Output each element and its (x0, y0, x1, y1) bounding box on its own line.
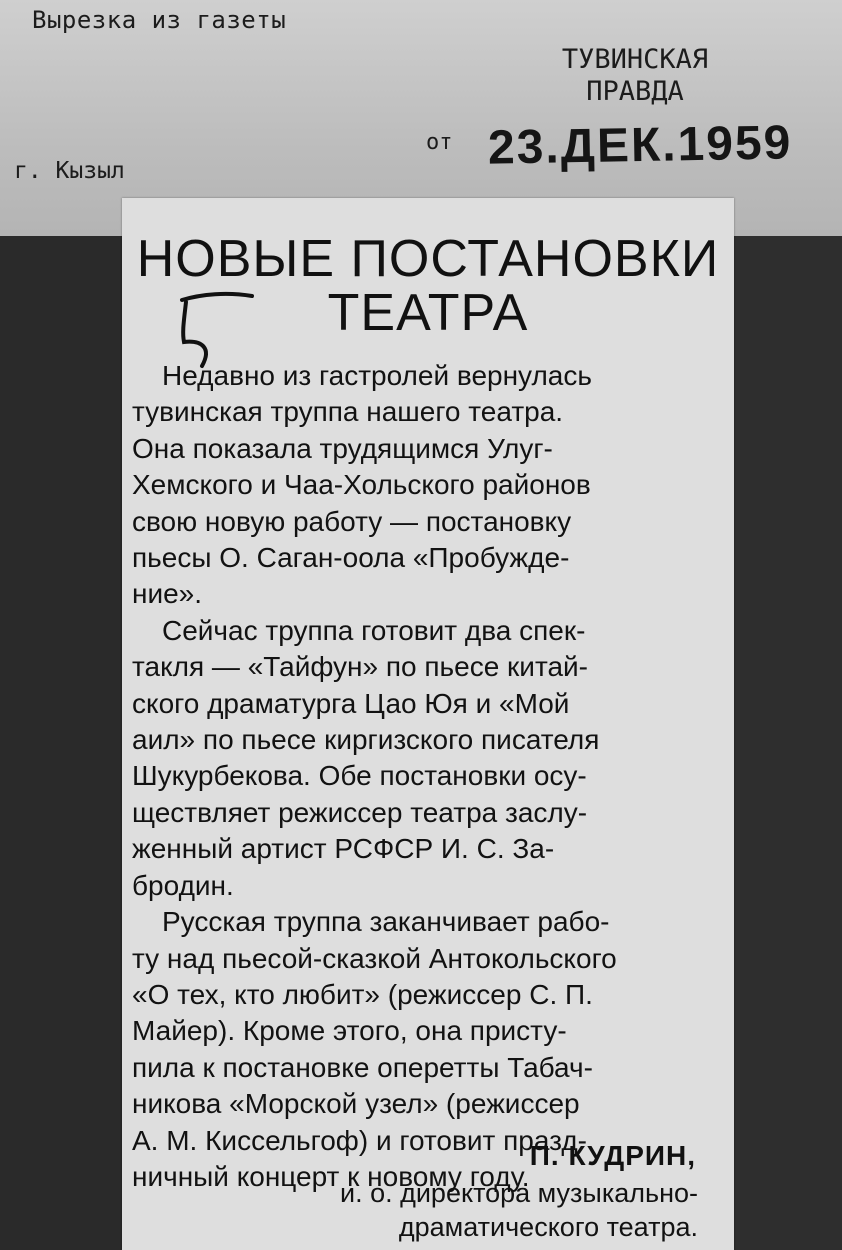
text-line: свою новую работу — постановку (132, 505, 572, 537)
newspaper-name-line2: ПРАВДА (586, 76, 684, 107)
text-line: Она показала трудящимся Улуг- (132, 432, 553, 464)
article-body (132, 358, 722, 1195)
text-line: Сейчас труппа готовит два спек- (162, 614, 586, 646)
text-line: бродин. (132, 869, 234, 901)
author-role-line1: и. о. директора музыкально- (339, 1178, 698, 1208)
text-line: ничный концерт к новому году. (132, 1160, 530, 1192)
background-edge (725, 236, 842, 1250)
text-line: Русская труппа заканчивает рабо- (162, 906, 610, 938)
text-line: ществляет режиссер театра заслу- (132, 796, 588, 828)
text-line: ту над пьесой-сказкой Антокольского (132, 942, 617, 974)
card-label: Вырезка из газеты (32, 6, 287, 34)
newspaper-name-line1: ТУВИНСКАЯ (561, 44, 709, 75)
text-line: аил» по пьесе киргизского писателя (132, 724, 600, 756)
text-line: никова «Морской узел» (режиссер (132, 1088, 580, 1120)
text-line: Хемского и Чаа-Хольского районов (132, 469, 591, 501)
article-title-line1: НОВЫЕ ПОСТАНОВКИ (136, 230, 720, 288)
text-line: тувинская труппа нашего театра. (132, 396, 564, 428)
text-line: А. М. Киссельгоф) и готовит празд- (132, 1124, 587, 1156)
author-role (218, 1176, 698, 1244)
text-line: пила к постановке оперетты Табач- (132, 1051, 593, 1083)
text-line: пьесы О. Саган-оола «Пробужде- (132, 542, 570, 574)
text-line: такля — «Тайфун» по пьесе китай- (132, 651, 588, 683)
pencil-mark-icon (172, 290, 262, 370)
city-label: г. Кызыл (14, 158, 125, 184)
paragraph-2 (132, 613, 722, 904)
text-line: ского драматурга Цао Юя и «Мой (132, 687, 570, 719)
author-signature: П. КУДРИН, (529, 1140, 696, 1171)
date-prefix: от (426, 130, 453, 155)
date-stamp: 23.ДЕК.1959 (487, 116, 793, 175)
text-line: Майер). Кроме этого, она присту- (132, 1015, 567, 1047)
text-line: Шукурбекова. Обе постановки осу- (132, 760, 587, 792)
text-line: Недавно из гастролей вернулась (162, 360, 592, 391)
author-role-line2: драматического театра. (398, 1212, 698, 1242)
text-line: женный артист РСФСР И. С. За- (132, 833, 555, 865)
paragraph-1 (132, 358, 722, 613)
text-line: ние». (132, 578, 203, 610)
newspaper-name (520, 44, 750, 108)
text-line: «О тех, кто любит» (режиссер С. П. (132, 978, 593, 1010)
article-title-line2: ТЕАТРА (327, 284, 529, 342)
